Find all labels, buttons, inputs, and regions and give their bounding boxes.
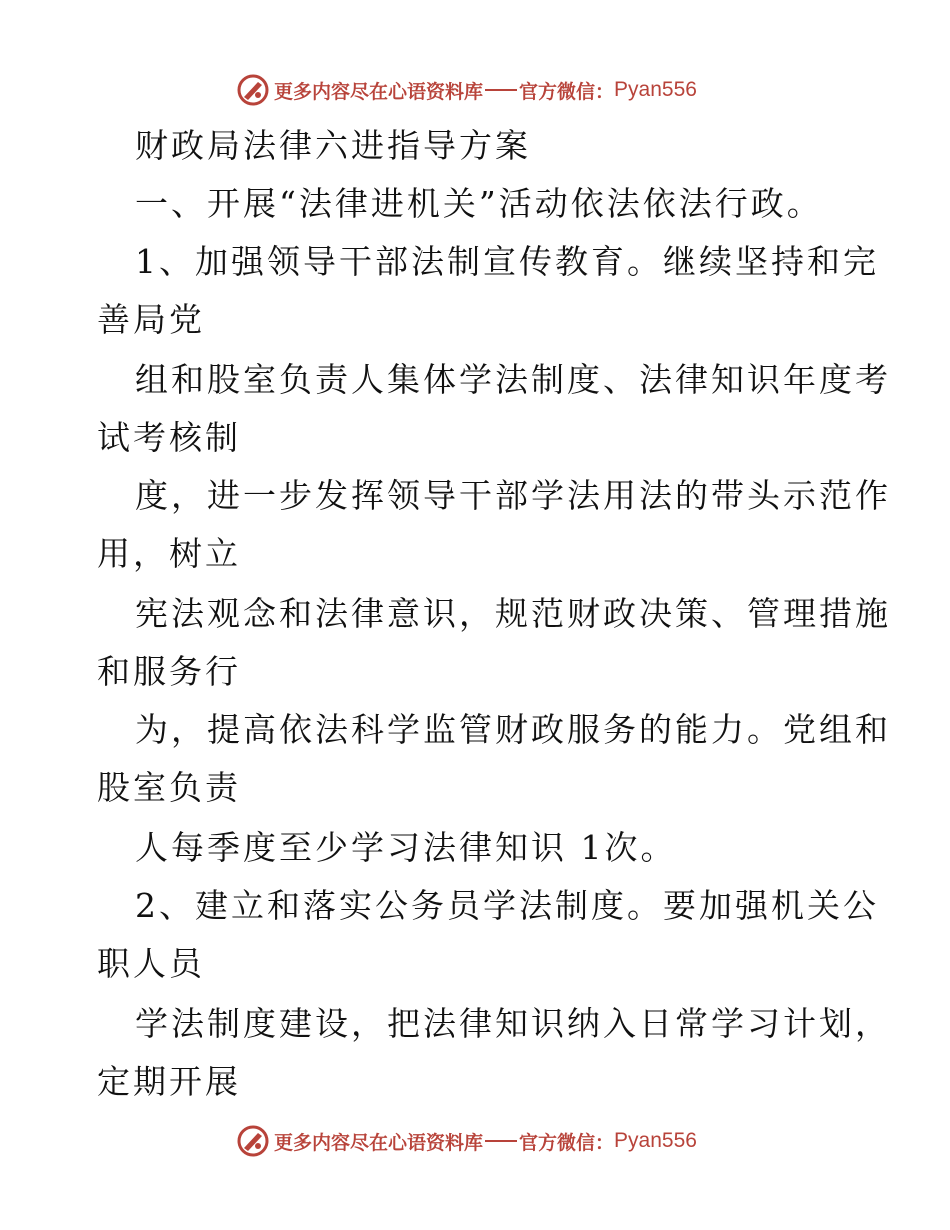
document-title: 财政局法律六进指导方案 — [135, 126, 531, 165]
paragraph-line: 度，进一步发挥领导干部学法用法的带头示范作 — [135, 476, 891, 515]
paragraph-line: 宪法观念和法律意识，规范财政决策、管理措施 — [135, 594, 891, 633]
paragraph-line: 为，提高依法科学监管财政服务的能力。党组和 — [135, 710, 891, 749]
watermark-header — [236, 73, 697, 107]
watermark-label: 官方微信： — [519, 1131, 615, 1154]
watermark-dash — [485, 1140, 517, 1142]
watermark-text: 更多内容尽在心语资料库 — [274, 80, 484, 103]
paragraph-line: 2、建立和落实公务员学法制度。要加强机关公 — [135, 886, 879, 925]
pen-logo-icon — [236, 1124, 270, 1158]
watermark-id: Pyan556 — [614, 1129, 697, 1152]
paragraph-line: 职人员 — [97, 944, 205, 983]
watermark-id: Pyan556 — [614, 78, 697, 101]
watermark-label: 官方微信： — [519, 80, 615, 103]
paragraph-line: 和服务行 — [97, 652, 241, 691]
paragraph-line: 1、加强领导干部法制宣传教育。继续坚持和完 — [135, 242, 879, 281]
paragraph-line: 组和股室负责人集体学法制度、法律知识年度考 — [135, 360, 891, 399]
watermark-text: 更多内容尽在心语资料库 — [274, 1131, 484, 1154]
paragraph-line: 人每季度至少学习法律知识 1次。 — [135, 828, 677, 867]
paragraph-line: 用，树立 — [97, 534, 241, 573]
paragraph-line: 一、开展“法律进机关”活动依法依法行政。 — [135, 184, 823, 223]
paragraph-line: 学法制度建设，把法律知识纳入日常学习计划， — [135, 1004, 891, 1043]
paragraph-line: 定期开展 — [97, 1062, 241, 1101]
pen-logo-icon — [236, 73, 270, 107]
paragraph-line: 善局党 — [97, 300, 205, 339]
watermark-dash — [485, 89, 517, 91]
paragraph-line: 试考核制 — [97, 418, 241, 457]
paragraph-line: 股室负责 — [97, 768, 241, 807]
watermark-footer — [236, 1124, 697, 1158]
